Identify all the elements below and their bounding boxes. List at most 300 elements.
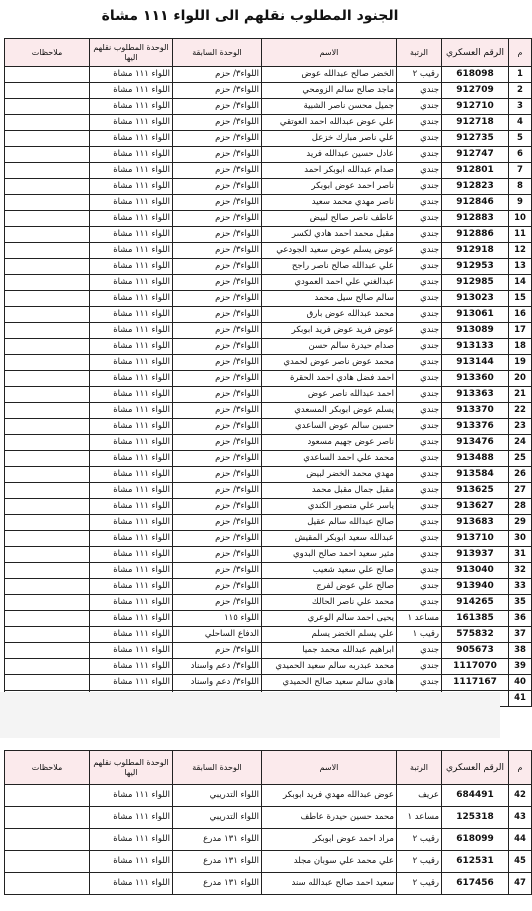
rank-cell: جندي xyxy=(397,595,442,611)
row-number-cell: 16 xyxy=(509,307,532,323)
name-cell: علي عوض عبدالله احمد العوتقي xyxy=(262,115,397,131)
name-cell: محمد علي احمد الساعدي xyxy=(262,451,397,467)
target-unit-cell: اللواء ١١١ مشاة xyxy=(90,339,173,355)
row-number-cell: 10 xyxy=(509,211,532,227)
rank-cell: جندي xyxy=(397,307,442,323)
previous-unit-cell: اللواء٣/ حزم xyxy=(173,131,262,147)
notes-cell xyxy=(5,275,90,291)
previous-unit-cell: اللواء٣/ حزم xyxy=(173,227,262,243)
name-cell: محمد عبدالله عوض بارق xyxy=(262,307,397,323)
table-row xyxy=(5,483,532,499)
row-number-cell: 8 xyxy=(509,179,532,195)
header-name: الاسم xyxy=(262,39,397,67)
military-id-cell: 913061 xyxy=(442,307,509,323)
previous-unit-cell: اللواء التدريبي xyxy=(173,807,262,829)
header-notes: ملاحظات xyxy=(5,39,90,67)
header-name: الاسم xyxy=(262,751,397,785)
table-row xyxy=(5,211,532,227)
name-cell: علي محمد علي سوبان مجلد xyxy=(262,851,397,873)
notes-cell xyxy=(5,451,90,467)
notes-cell xyxy=(5,323,90,339)
military-id-cell: 1117167 xyxy=(442,675,509,691)
previous-unit-cell: اللواء٣/ حزم xyxy=(173,147,262,163)
previous-unit-cell: اللواء٣/ حزم xyxy=(173,115,262,131)
table-row xyxy=(5,611,532,627)
name-cell: صدام عبدالله ابوبكر احمد xyxy=(262,163,397,179)
header-num: م xyxy=(509,751,532,785)
military-id-cell: 913625 xyxy=(442,483,509,499)
notes-cell xyxy=(5,403,90,419)
previous-unit-cell: اللواء ١١٥ xyxy=(173,611,262,627)
previous-unit-cell: اللواء٣/ حزم xyxy=(173,467,262,483)
rank-cell: جندي xyxy=(397,195,442,211)
military-id-cell: 618098 xyxy=(442,67,509,83)
table-row xyxy=(5,451,532,467)
table-row xyxy=(5,515,532,531)
notes-cell xyxy=(5,595,90,611)
military-id-cell: 913040 xyxy=(442,563,509,579)
previous-unit-cell: اللواء٣/ حزم xyxy=(173,547,262,563)
notes-cell xyxy=(5,579,90,595)
row-number-cell: 44 xyxy=(509,829,532,851)
target-unit-cell: اللواء ١١١ مشاة xyxy=(90,131,173,147)
rank-cell: جندي xyxy=(397,483,442,499)
military-id-cell: 914265 xyxy=(442,595,509,611)
notes-cell xyxy=(5,515,90,531)
row-number-cell: 47 xyxy=(509,873,532,895)
name-cell: ناصر مهدي محمد سعيد xyxy=(262,195,397,211)
rank-cell: جندي xyxy=(397,179,442,195)
notes-cell xyxy=(5,785,90,807)
rank-cell: جندي xyxy=(397,259,442,275)
military-id-cell: 575832 xyxy=(442,627,509,643)
target-unit-cell: اللواء ١١١ مشاة xyxy=(90,275,173,291)
table-row xyxy=(5,829,532,851)
notes-cell xyxy=(5,131,90,147)
target-unit-cell: اللواء ١١١ مشاة xyxy=(90,595,173,611)
notes-cell xyxy=(5,643,90,659)
target-unit-cell: اللواء ١١١ مشاة xyxy=(90,211,173,227)
rank-cell: جندي xyxy=(397,371,442,387)
military-id-cell: 913710 xyxy=(442,531,509,547)
name-cell: ناصر عوض جهيم مسعود xyxy=(262,435,397,451)
row-number-cell: 42 xyxy=(509,785,532,807)
rank-cell: جندي xyxy=(397,435,442,451)
target-unit-cell: اللواء ١١١ مشاة xyxy=(90,387,173,403)
table-row xyxy=(5,115,532,131)
name-cell: سالم صالح سيل محمد xyxy=(262,291,397,307)
military-id-cell: 913089 xyxy=(442,323,509,339)
rank-cell: جندي xyxy=(397,643,442,659)
military-id-cell: 912886 xyxy=(442,227,509,243)
row-number-cell: 37 xyxy=(509,627,532,643)
military-id-cell: 912735 xyxy=(442,131,509,147)
name-cell: مقبل محمد احمد هادي لكسر xyxy=(262,227,397,243)
row-number-cell: 23 xyxy=(509,419,532,435)
previous-unit-cell: اللواء٣/ دعم واسناد xyxy=(173,675,262,691)
notes-cell xyxy=(5,419,90,435)
previous-unit-cell: اللواء٣/ حزم xyxy=(173,83,262,99)
row-number-cell: 11 xyxy=(509,227,532,243)
target-unit-cell: اللواء ١١١ مشاة xyxy=(90,451,173,467)
name-cell: عوض يسلم عوض سعيد الجودعي xyxy=(262,243,397,259)
previous-unit-cell: اللواء٣/ حزم xyxy=(173,579,262,595)
notes-cell xyxy=(5,339,90,355)
roster-body-page-2 xyxy=(5,785,532,895)
notes-cell xyxy=(5,499,90,515)
previous-unit-cell: اللواء٣/ حزم xyxy=(173,195,262,211)
header-rank: الرتبة xyxy=(397,751,442,785)
military-id-cell: 912918 xyxy=(442,243,509,259)
table-row xyxy=(5,195,532,211)
target-unit-cell: اللواء ١١١ مشاة xyxy=(90,483,173,499)
notes-cell xyxy=(5,67,90,83)
name-cell: عاطف ناصر صالح لبيض xyxy=(262,211,397,227)
row-number-cell: 19 xyxy=(509,355,532,371)
target-unit-cell: اللواء ١١١ مشاة xyxy=(90,499,173,515)
name-cell: حسين سالم عوض الساعدي xyxy=(262,419,397,435)
target-unit-cell: اللواء ١١١ مشاة xyxy=(90,67,173,83)
previous-unit-cell: الدفاع الساحلي xyxy=(173,627,262,643)
military-id-cell: 913940 xyxy=(442,579,509,595)
rank-cell: جندي xyxy=(397,99,442,115)
table-row xyxy=(5,355,532,371)
target-unit-cell: اللواء ١١١ مشاة xyxy=(90,99,173,115)
rank-cell: جندي xyxy=(397,419,442,435)
table-row xyxy=(5,179,532,195)
row-number-cell: 5 xyxy=(509,131,532,147)
previous-unit-cell: اللواء٣/ حزم xyxy=(173,163,262,179)
target-unit-cell: اللواء ١١١ مشاة xyxy=(90,515,173,531)
name-cell: محمد عبدربه سالم سعيد الحميدي xyxy=(262,659,397,675)
military-id-cell: 912710 xyxy=(442,99,509,115)
notes-cell xyxy=(5,547,90,563)
previous-unit-cell: اللواء٣/ حزم xyxy=(173,563,262,579)
military-id-cell: 912846 xyxy=(442,195,509,211)
row-number-cell: 25 xyxy=(509,451,532,467)
military-id-cell: 912718 xyxy=(442,115,509,131)
rank-cell: جندي xyxy=(397,147,442,163)
military-id-cell: 913363 xyxy=(442,387,509,403)
previous-unit-cell: اللواء ١٣١ مدرع xyxy=(173,873,262,895)
rank-cell: مساعد ١ xyxy=(397,807,442,829)
table-row xyxy=(5,259,532,275)
military-id-cell: 913937 xyxy=(442,547,509,563)
previous-unit-cell: اللواء٣/ حزم xyxy=(173,595,262,611)
name-cell: الخضر صالح عبدالله عوض xyxy=(262,67,397,83)
target-unit-cell: اللواء ١١١ مشاة xyxy=(90,611,173,627)
previous-unit-cell: اللواء٣/ حزم xyxy=(173,275,262,291)
previous-unit-cell: اللواء٣/ حزم xyxy=(173,99,262,115)
notes-cell xyxy=(5,659,90,675)
previous-unit-cell: اللواء٣/ حزم xyxy=(173,259,262,275)
notes-cell xyxy=(5,531,90,547)
row-number-cell: 17 xyxy=(509,323,532,339)
name-cell: ماجد صالح سالم الزومحي xyxy=(262,83,397,99)
row-number-cell: 18 xyxy=(509,339,532,355)
notes-cell xyxy=(5,115,90,131)
row-number-cell: 13 xyxy=(509,259,532,275)
table-row xyxy=(5,275,532,291)
previous-unit-cell: اللواء٣/ حزم xyxy=(173,499,262,515)
table-row xyxy=(5,627,532,643)
rank-cell: رقيب ٢ xyxy=(397,829,442,851)
roster-table-page-2 xyxy=(4,750,532,895)
table-row xyxy=(5,387,532,403)
header-target-unit: الوحدة المطلوب نقلهم اليها xyxy=(90,751,173,785)
rank-cell: جندي xyxy=(397,467,442,483)
table-row xyxy=(5,147,532,163)
rank-cell: رقيب ١ xyxy=(397,627,442,643)
table-row xyxy=(5,547,532,563)
target-unit-cell: اللواء ١١١ مشاة xyxy=(90,547,173,563)
notes-cell xyxy=(5,259,90,275)
military-id-cell: 912883 xyxy=(442,211,509,227)
rank-cell: عريف xyxy=(397,785,442,807)
target-unit-cell: اللواء ١١١ مشاة xyxy=(90,851,173,873)
notes-cell xyxy=(5,291,90,307)
rank-cell: جندي xyxy=(397,675,442,691)
table-row xyxy=(5,563,532,579)
name-cell: مقبل جمال مقبل محمد xyxy=(262,483,397,499)
table-row xyxy=(5,339,532,355)
notes-cell xyxy=(5,227,90,243)
target-unit-cell: اللواء ١١١ مشاة xyxy=(90,563,173,579)
name-cell: جميل محسن ناصر الشبية xyxy=(262,99,397,115)
military-id-cell: 912801 xyxy=(442,163,509,179)
table-row xyxy=(5,499,532,515)
table-row xyxy=(5,435,532,451)
table-row xyxy=(5,467,532,483)
target-unit-cell: اللواء ١١١ مشاة xyxy=(90,627,173,643)
row-number-cell: 38 xyxy=(509,643,532,659)
name-cell: علي ناصر مبارك خزعل xyxy=(262,131,397,147)
notes-cell xyxy=(5,99,90,115)
target-unit-cell: اللواء ١١١ مشاة xyxy=(90,579,173,595)
military-id-cell: 912985 xyxy=(442,275,509,291)
table-row xyxy=(5,531,532,547)
notes-cell xyxy=(5,563,90,579)
name-cell: عوض فريد عوض فريد ابوبكر xyxy=(262,323,397,339)
military-id-cell: 161385 xyxy=(442,611,509,627)
row-number-cell: 33 xyxy=(509,579,532,595)
header-previous-unit: الوحدة السابقة xyxy=(173,39,262,67)
rank-cell: جندي xyxy=(397,515,442,531)
previous-unit-cell: اللواء٣/ حزم xyxy=(173,387,262,403)
previous-unit-cell: اللواء٣/ حزم xyxy=(173,67,262,83)
target-unit-cell: اللواء ١١١ مشاة xyxy=(90,371,173,387)
name-cell: احمد عبدالله ناصر عوض xyxy=(262,387,397,403)
name-cell: محمد حسين حيدرة عاطف xyxy=(262,807,397,829)
name-cell: صدام حيدرة سالم حسن xyxy=(262,339,397,355)
table-row xyxy=(5,83,532,99)
rank-cell: جندي xyxy=(397,339,442,355)
notes-cell xyxy=(5,371,90,387)
previous-unit-cell: اللواء٣/ حزم xyxy=(173,355,262,371)
name-cell: مهدي محمد الخضر لبيض xyxy=(262,467,397,483)
military-id-cell: 913627 xyxy=(442,499,509,515)
target-unit-cell: اللواء ١١١ مشاة xyxy=(90,675,173,691)
previous-unit-cell: اللواء٣/ حزم xyxy=(173,243,262,259)
target-unit-cell: اللواء ١١١ مشاة xyxy=(90,195,173,211)
previous-unit-cell: اللواء ١٣١ مدرع xyxy=(173,829,262,851)
target-unit-cell: اللواء ١١١ مشاة xyxy=(90,829,173,851)
row-number-cell: 12 xyxy=(509,243,532,259)
notes-cell xyxy=(5,873,90,895)
row-number-cell: 6 xyxy=(509,147,532,163)
notes-cell xyxy=(5,195,90,211)
target-unit-cell: اللواء ١١١ مشاة xyxy=(90,227,173,243)
previous-unit-cell: اللواء٣/ حزم xyxy=(173,323,262,339)
rank-cell: جندي xyxy=(397,451,442,467)
military-id-cell: 905673 xyxy=(442,643,509,659)
name-cell: ياسر علي منصور الكندي xyxy=(262,499,397,515)
table-row xyxy=(5,163,532,179)
previous-unit-cell: اللواء٣/ حزم xyxy=(173,643,262,659)
name-cell: ابراهيم عبدالله محمد جميا xyxy=(262,643,397,659)
name-cell: صالح علي سعيد شعيب xyxy=(262,563,397,579)
row-number-cell: 35 xyxy=(509,595,532,611)
previous-unit-cell: اللواء٣/ حزم xyxy=(173,435,262,451)
row-number-cell: 29 xyxy=(509,515,532,531)
header-num: م xyxy=(509,39,532,67)
row-number-cell: 32 xyxy=(509,563,532,579)
previous-unit-cell: اللواء٣/ دعم واسناد xyxy=(173,659,262,675)
target-unit-cell: اللواء ١١١ مشاة xyxy=(90,243,173,259)
rank-cell: جندي xyxy=(397,531,442,547)
page-gap xyxy=(0,692,500,738)
military-id-cell: 913584 xyxy=(442,467,509,483)
row-number-cell: 39 xyxy=(509,659,532,675)
previous-unit-cell: اللواء٣/ حزم xyxy=(173,483,262,499)
target-unit-cell: اللواء ١١١ مشاة xyxy=(90,291,173,307)
row-number-cell: 9 xyxy=(509,195,532,211)
notes-cell xyxy=(5,355,90,371)
header-military-id: الرقم العسكري xyxy=(442,39,509,67)
table-row xyxy=(5,419,532,435)
rank-cell: جندي xyxy=(397,659,442,675)
notes-cell xyxy=(5,83,90,99)
target-unit-cell: اللواء ١١١ مشاة xyxy=(90,163,173,179)
rank-cell: جندي xyxy=(397,387,442,403)
military-id-cell: 913370 xyxy=(442,403,509,419)
target-unit-cell: اللواء ١١١ مشاة xyxy=(90,403,173,419)
row-number-cell: 41 xyxy=(509,691,532,707)
military-id-cell: 684491 xyxy=(442,785,509,807)
name-cell: عبدالله سعيد ابوبكر المقيش xyxy=(262,531,397,547)
table-row xyxy=(5,643,532,659)
target-unit-cell: اللواء ١١١ مشاة xyxy=(90,467,173,483)
header-previous-unit: الوحدة السابقة xyxy=(173,751,262,785)
name-cell: هادي سالم سعيد صالح الحميدي xyxy=(262,675,397,691)
name-cell: صالح عبدالله سالم عقيل xyxy=(262,515,397,531)
name-cell: صالح علي عوض لفرج xyxy=(262,579,397,595)
table-row xyxy=(5,851,532,873)
previous-unit-cell: اللواء٣/ حزم xyxy=(173,179,262,195)
rank-cell: جندي xyxy=(397,243,442,259)
name-cell: عبدالغني علي احمد العمودي xyxy=(262,275,397,291)
notes-cell xyxy=(5,163,90,179)
previous-unit-cell: اللواء٣/ حزم xyxy=(173,403,262,419)
name-cell: مثير سعيد احمد صالح البدوي xyxy=(262,547,397,563)
rank-cell: جندي xyxy=(397,163,442,179)
rank-cell: جندي xyxy=(397,563,442,579)
table-row xyxy=(5,307,532,323)
previous-unit-cell: اللواء٣/ حزم xyxy=(173,531,262,547)
notes-cell xyxy=(5,807,90,829)
previous-unit-cell: اللواء٣/ حزم xyxy=(173,515,262,531)
notes-cell xyxy=(5,211,90,227)
notes-cell xyxy=(5,467,90,483)
row-number-cell: 7 xyxy=(509,163,532,179)
table-row xyxy=(5,403,532,419)
rank-cell: جندي xyxy=(397,403,442,419)
target-unit-cell: اللواء ١١١ مشاة xyxy=(90,807,173,829)
target-unit-cell: اللواء ١١١ مشاة xyxy=(90,785,173,807)
table-row xyxy=(5,67,532,83)
rank-cell: جندي xyxy=(397,131,442,147)
rank-cell: جندي xyxy=(397,115,442,131)
name-cell: ناصر احمد عوض ابوبكر xyxy=(262,179,397,195)
row-number-cell: 21 xyxy=(509,387,532,403)
military-id-cell: 913144 xyxy=(442,355,509,371)
name-cell: علي عبدالله صالح ناصر راجح xyxy=(262,259,397,275)
military-id-cell: 913360 xyxy=(442,371,509,387)
row-number-cell: 14 xyxy=(509,275,532,291)
notes-cell xyxy=(5,611,90,627)
rank-cell: جندي xyxy=(397,547,442,563)
page-title: الجنود المطلوب نقلهم الى اللواء ١١١ مشاة xyxy=(101,8,399,24)
row-number-cell: 27 xyxy=(509,483,532,499)
header-military-id: الرقم العسكري xyxy=(442,751,509,785)
previous-unit-cell: اللواء٣/ حزم xyxy=(173,307,262,323)
target-unit-cell: اللواء ١١١ مشاة xyxy=(90,115,173,131)
military-id-cell: 912823 xyxy=(442,179,509,195)
table-row xyxy=(5,785,532,807)
target-unit-cell: اللواء ١١١ مشاة xyxy=(90,179,173,195)
rank-cell: مساعد ١ xyxy=(397,611,442,627)
rank-cell: جندي xyxy=(397,275,442,291)
row-number-cell: 43 xyxy=(509,807,532,829)
table-row xyxy=(5,291,532,307)
row-number-cell: 15 xyxy=(509,291,532,307)
roster-body-page-1 xyxy=(5,67,532,707)
row-number-cell: 22 xyxy=(509,403,532,419)
name-cell: محمد عوض ناصر عوض لحمدي xyxy=(262,355,397,371)
military-id-cell: 1117070 xyxy=(442,659,509,675)
previous-unit-cell: اللواء٣/ حزم xyxy=(173,339,262,355)
notes-cell xyxy=(5,243,90,259)
rank-cell: جندي xyxy=(397,499,442,515)
notes-cell xyxy=(5,147,90,163)
previous-unit-cell: اللواء٣/ حزم xyxy=(173,451,262,467)
notes-cell xyxy=(5,435,90,451)
table-row xyxy=(5,595,532,611)
target-unit-cell: اللواء ١١١ مشاة xyxy=(90,147,173,163)
table-row xyxy=(5,659,532,675)
row-number-cell: 20 xyxy=(509,371,532,387)
previous-unit-cell: اللواء ١٣١ مدرع xyxy=(173,851,262,873)
target-unit-cell: اللواء ١١١ مشاة xyxy=(90,419,173,435)
rank-cell: رقيب ٢ xyxy=(397,851,442,873)
rank-cell: جندي xyxy=(397,227,442,243)
name-cell: مراد احمد عوض ابوبكر xyxy=(262,829,397,851)
table-row xyxy=(5,579,532,595)
table-row xyxy=(5,675,532,691)
name-cell: عوض عبدالله مهدي فريد ابوبكر xyxy=(262,785,397,807)
military-id-cell: 912747 xyxy=(442,147,509,163)
military-id-cell: 913476 xyxy=(442,435,509,451)
